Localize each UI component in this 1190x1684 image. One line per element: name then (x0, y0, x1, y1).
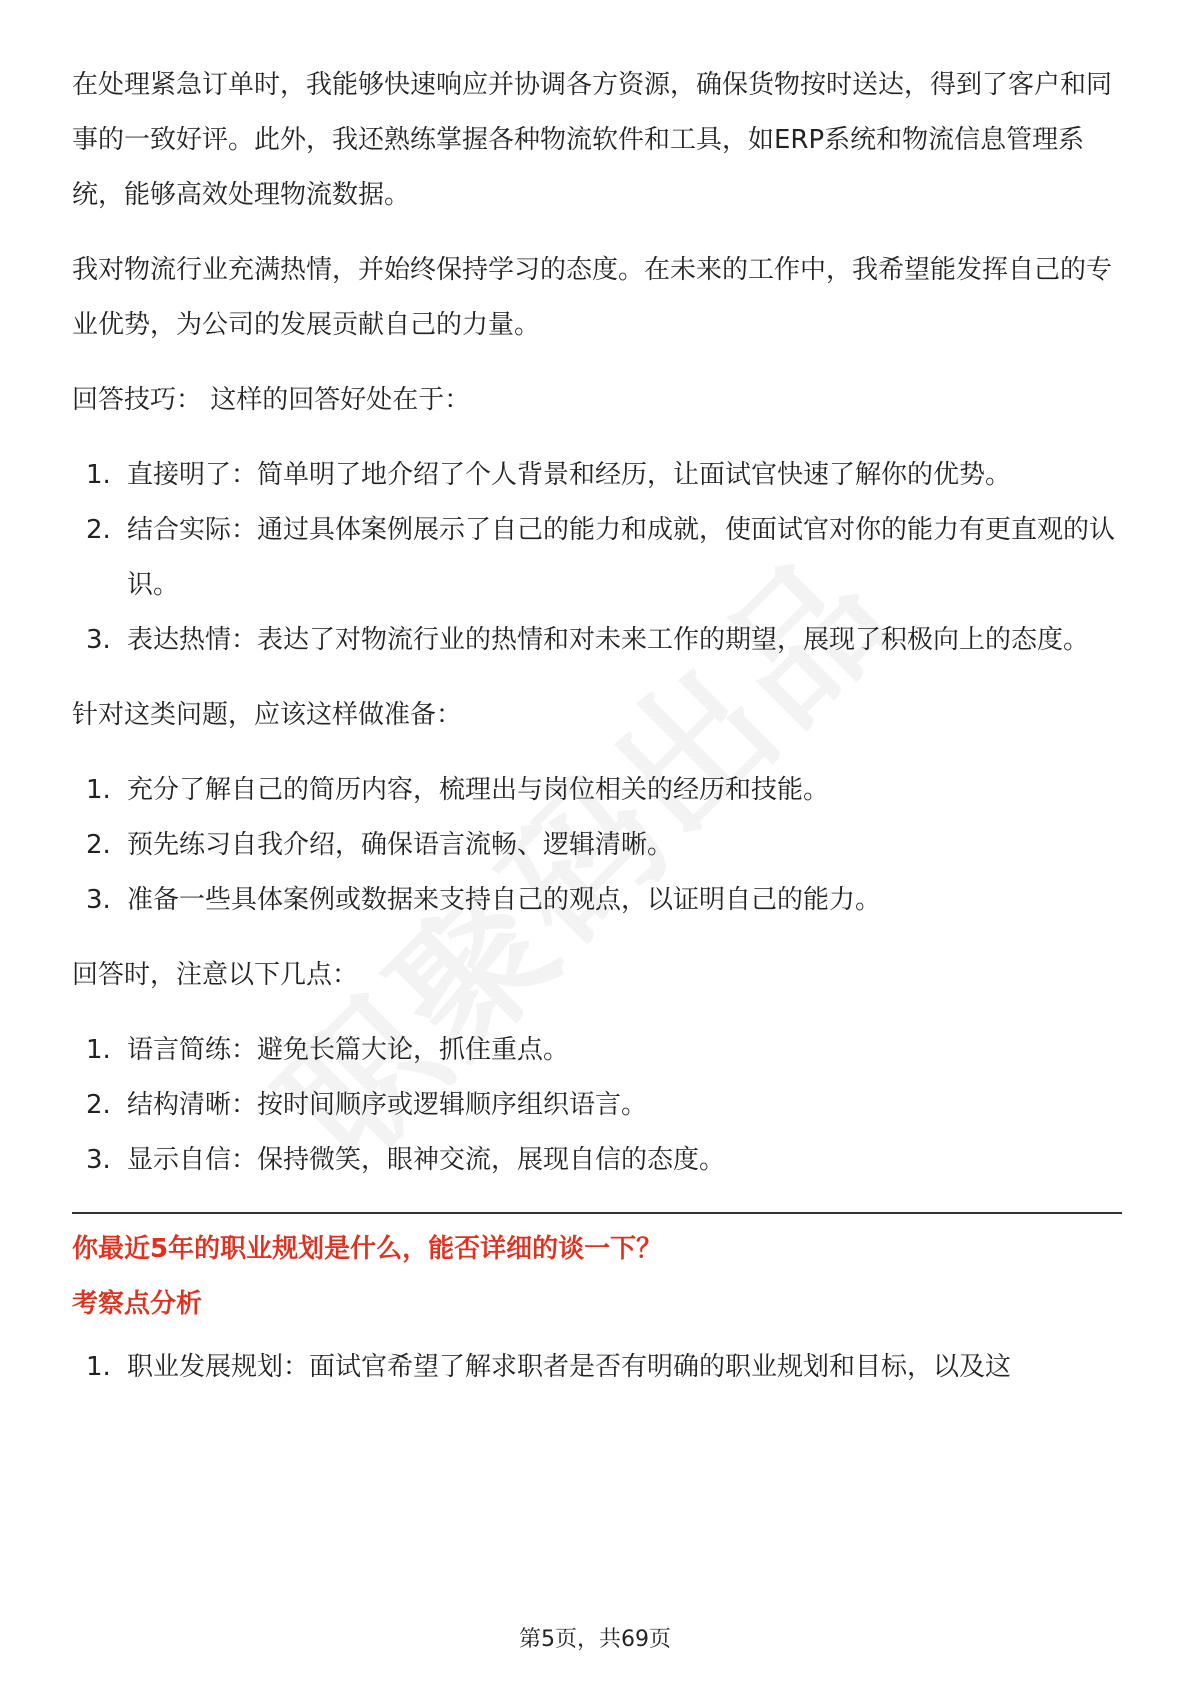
document-page (72, 58, 1122, 1415)
notes-heading: 回答时，注意以下几点： (72, 960, 359, 990)
list-item: 2. 结构清晰：按时间顺序或逻辑顺序组织语言。 (86, 1090, 648, 1120)
section-divider (72, 1212, 1122, 1214)
paragraph-experience: 在处理紧急订单时，我能够快速响应并协调各方资源，确保货物按时送达，得到了客户和同事的一致好评。此外，我还熟练掌握各种物流软件和工具，如ERP系统和物流信息管理系统，能够高效处理物流数据。 (72, 70, 1113, 210)
list-item: 3. 准备一些具体案例或数据来支持自己的观点，以证明自己的能力。 (86, 885, 882, 915)
tips-heading: 回答技巧： 这样的回答好处在于： (72, 385, 471, 415)
list-item: 1. 语言简练：避免长篇大论，抓住重点。 (86, 1035, 570, 1065)
prep-list (72, 763, 1122, 928)
prep-heading: 针对这类问题，应该这样做准备： (72, 700, 463, 730)
page-number: 第5页，共69页 (519, 1627, 671, 1652)
analysis-heading: 考察点分析 (72, 1289, 203, 1319)
list-item: 1. 充分了解自己的简历内容，梳理出与岗位相关的经历和技能。 (86, 775, 830, 805)
list-item: 2. 预先练习自我介绍，确保语言流畅、逻辑清晰。 (86, 830, 674, 860)
analysis-list (72, 1340, 1122, 1395)
paragraph-passion: 我对物流行业充满热情，并始终保持学习的态度。在未来的工作中，我希望能发挥自己的专业优势，为公司的发展贡献自己的力量。 (72, 255, 1113, 340)
list-item: 1. 职业发展规划：面试官希望了解求职者是否有明确的职业规划和目标，以及这 (86, 1352, 1012, 1382)
notes-list (72, 1023, 1122, 1188)
list-item: 2. 结合实际：通过具体案例展示了自己的能力和成就，使面试官对你的能力有更直观的认识。 (86, 515, 1116, 600)
tips-list (72, 448, 1122, 668)
list-item: 3. 表达热情：表达了对物流行业的热情和对未来工作的期望，展现了积极向上的态度。 (86, 625, 1090, 655)
question-heading: 你最近5年的职业规划是什么，能否详细的谈一下？ (72, 1234, 663, 1264)
list-item: 1. 直接明了：简单明了地介绍了个人背景和经历，让面试官快速了解你的优势。 (86, 460, 1012, 490)
list-item: 3. 显示自信：保持微笑，眼神交流，展现自信的态度。 (86, 1145, 726, 1175)
